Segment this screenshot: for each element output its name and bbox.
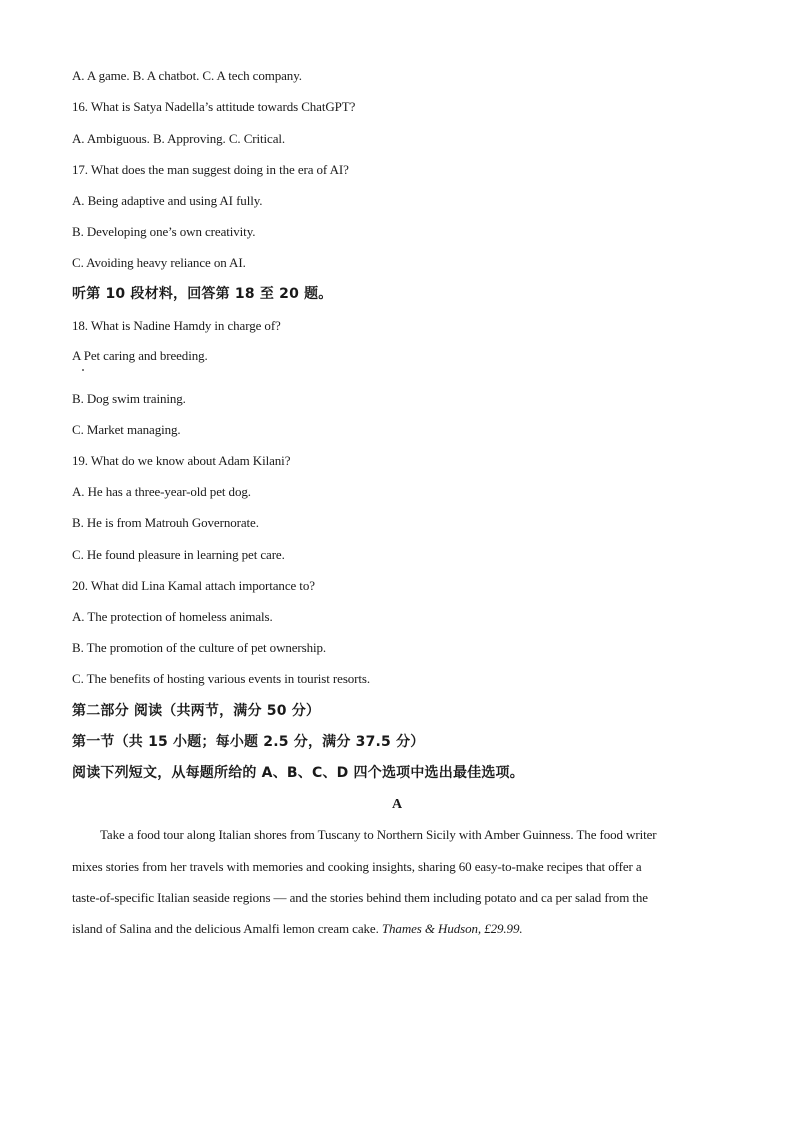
q20-option-b: B. The promotion of the culture of pet ownership. <box>72 640 327 655</box>
q18-option-b: B. Dog swim training. <box>72 391 186 406</box>
passage-line-3: taste-of-specific Italian seaside regions — and the stories behind them including potato and ca per salad from the <box>72 890 648 905</box>
q18-question: 18. What is Nadine Hamdy in charge of? <box>72 318 281 333</box>
q17-option-c: C. Avoiding heavy reliance on AI. <box>72 255 246 270</box>
q16-options: A. Ambiguous. B. Approving. C. Critical. <box>72 131 286 146</box>
q17-option-a: A. Being adaptive and using AI fully. <box>72 193 263 208</box>
section1-heading: 第一节（共 15 小题；每小题 2.5 分，满分 37.5 分） <box>72 734 425 750</box>
instructions: 阅读下列短文，从每题所给的 A、B、C、D 四个选项中选出最佳选项。 <box>72 765 524 781</box>
q19-question: 19. What do we know about Adam Kilani? <box>72 453 291 468</box>
part2-heading: 第二部分 阅读（共两节，满分 50 分） <box>72 703 321 719</box>
passage-label: A <box>391 797 402 812</box>
passage-line-2: mixes stories from her travels with memories and cooking insights, sharing 60 easy-to-make recipes that offer a <box>72 859 642 874</box>
q18-option-a: A Pet caring and breeding. <box>72 348 208 363</box>
q20-question: 20. What did Lina Kamal attach importance to? <box>72 578 315 593</box>
section10-heading: 听第 10 段材料，回答第 18 至 20 题。 <box>72 286 333 302</box>
q16-question: 16. What is Satya Nadella’s attitude towards ChatGPT? <box>72 99 356 114</box>
q18-option-c: C. Market managing. <box>72 422 181 437</box>
q15-options: A. A game. B. A chatbot. C. A tech company. <box>72 68 302 83</box>
q20-option-a: A. The protection of homeless animals. <box>72 609 273 624</box>
stray-dot <box>82 369 84 371</box>
q17-option-b: B. Developing one’s own creativity. <box>72 224 256 239</box>
q19-option-a: A. He has a three-year-old pet dog. <box>72 484 251 499</box>
passage-line-4-text: island of Salina and the delicious Amalfi lemon cream cake. <box>72 921 379 936</box>
passage-source: Thames & Hudson, £29.99. <box>381 921 523 936</box>
passage-line-4 <box>72 920 523 938</box>
q17-question: 17. What does the man suggest doing in the era of AI? <box>72 162 349 177</box>
q19-option-b: B. He is from Matrouh Governorate. <box>72 515 259 530</box>
passage-line-1: Take a food tour along Italian shores from Tuscany to Northern Sicily with Amber Guinness. The food writer <box>100 827 657 842</box>
q20-option-c: C. The benefits of hosting various events in tourist resorts. <box>72 671 371 686</box>
q19-option-c: C. He found pleasure in learning pet care. <box>72 547 285 562</box>
